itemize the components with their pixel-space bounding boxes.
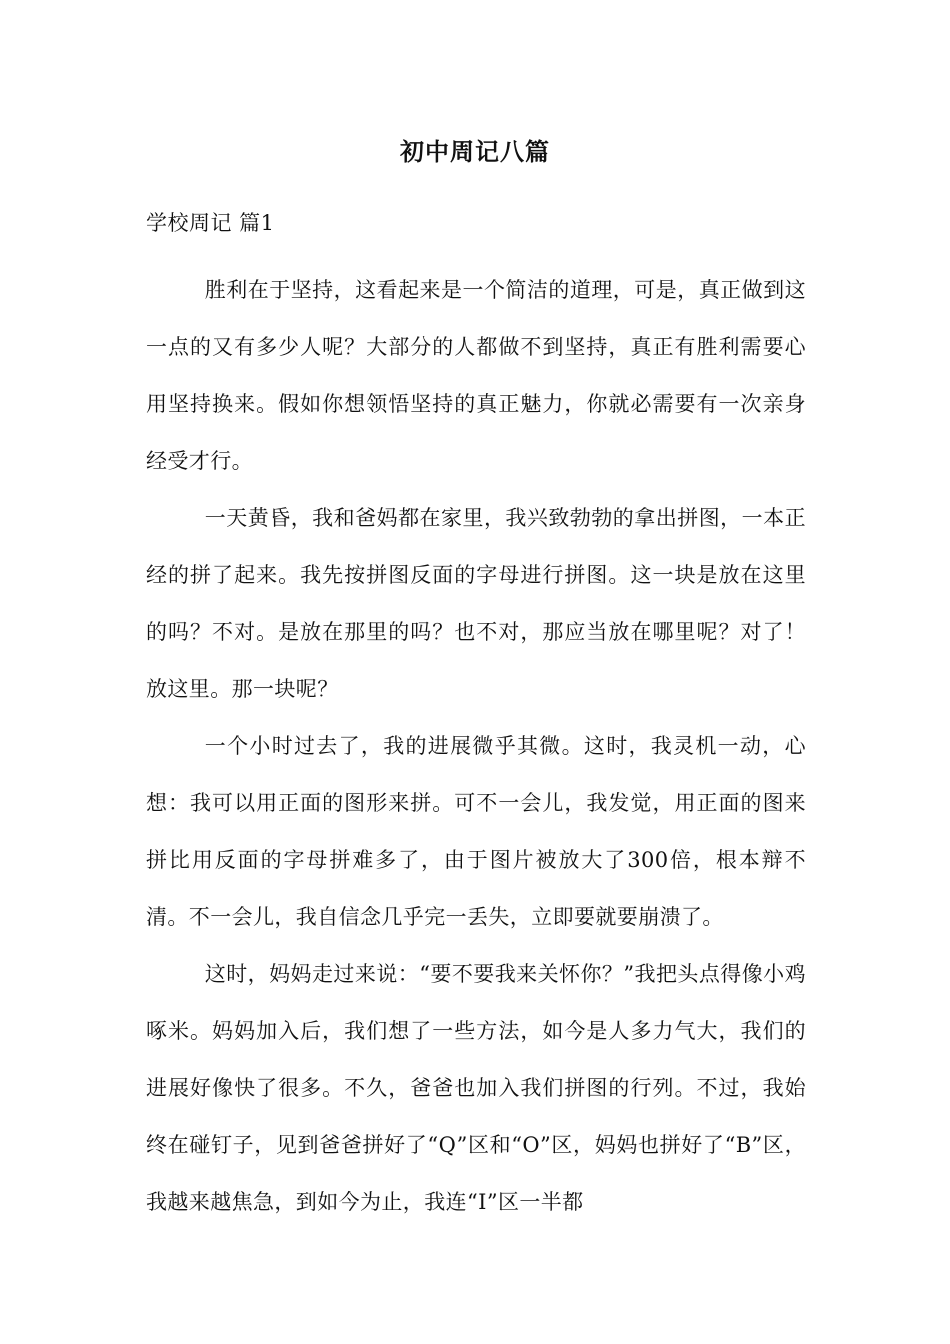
paragraph: 胜利在于坚持，这看起来是一个简洁的道理，可是，真正做到这一点的又有多少人呢？大部分的人都做不到坚持，真正有胜利需要心用坚持换来。假如你想领悟坚持的真正魅力，你就必需要有一次亲身经受才行。 xyxy=(146,278,806,473)
section-heading: 学校周记 篇1 xyxy=(146,211,275,235)
document-body xyxy=(146,262,806,1231)
paragraph: 这时，妈妈走过来说：“要不要我来关怀你？”我把头点得像小鸡啄米。妈妈加入后，我们想了一些方法，如今是人多力气大，我们的进展好像快了很多。不久，爸爸也加入我们拼图的行列。不过，我始终在碰钉子，见到爸爸拼好了“Q”区和“O”区，妈妈也拼好了“B”区，我越来越焦急，到如今为止，我连“I”区一半都 xyxy=(146,962,806,1214)
paragraph: 一天黄昏，我和爸妈都在家里，我兴致勃勃的拿出拼图，一本正经的拼了起来。我先按拼图反面的字母进行拼图。这一块是放在这里的吗？不对。是放在那里的吗？也不对，那应当放在哪里呢？对了！放这里。那一块呢？ xyxy=(146,506,806,701)
document-title: 初中周记八篇 xyxy=(400,137,550,166)
paragraph: 一个小时过去了，我的进展微乎其微。这时，我灵机一动，心想：我可以用正面的图形来拼。可不一会儿，我发觉，用正面的图来拼比用反面的字母拼难多了，由于图片被放大了300倍，根本辩不清。不一会儿，我自信念几乎完一丢失，立即要就要崩溃了。 xyxy=(146,734,806,929)
